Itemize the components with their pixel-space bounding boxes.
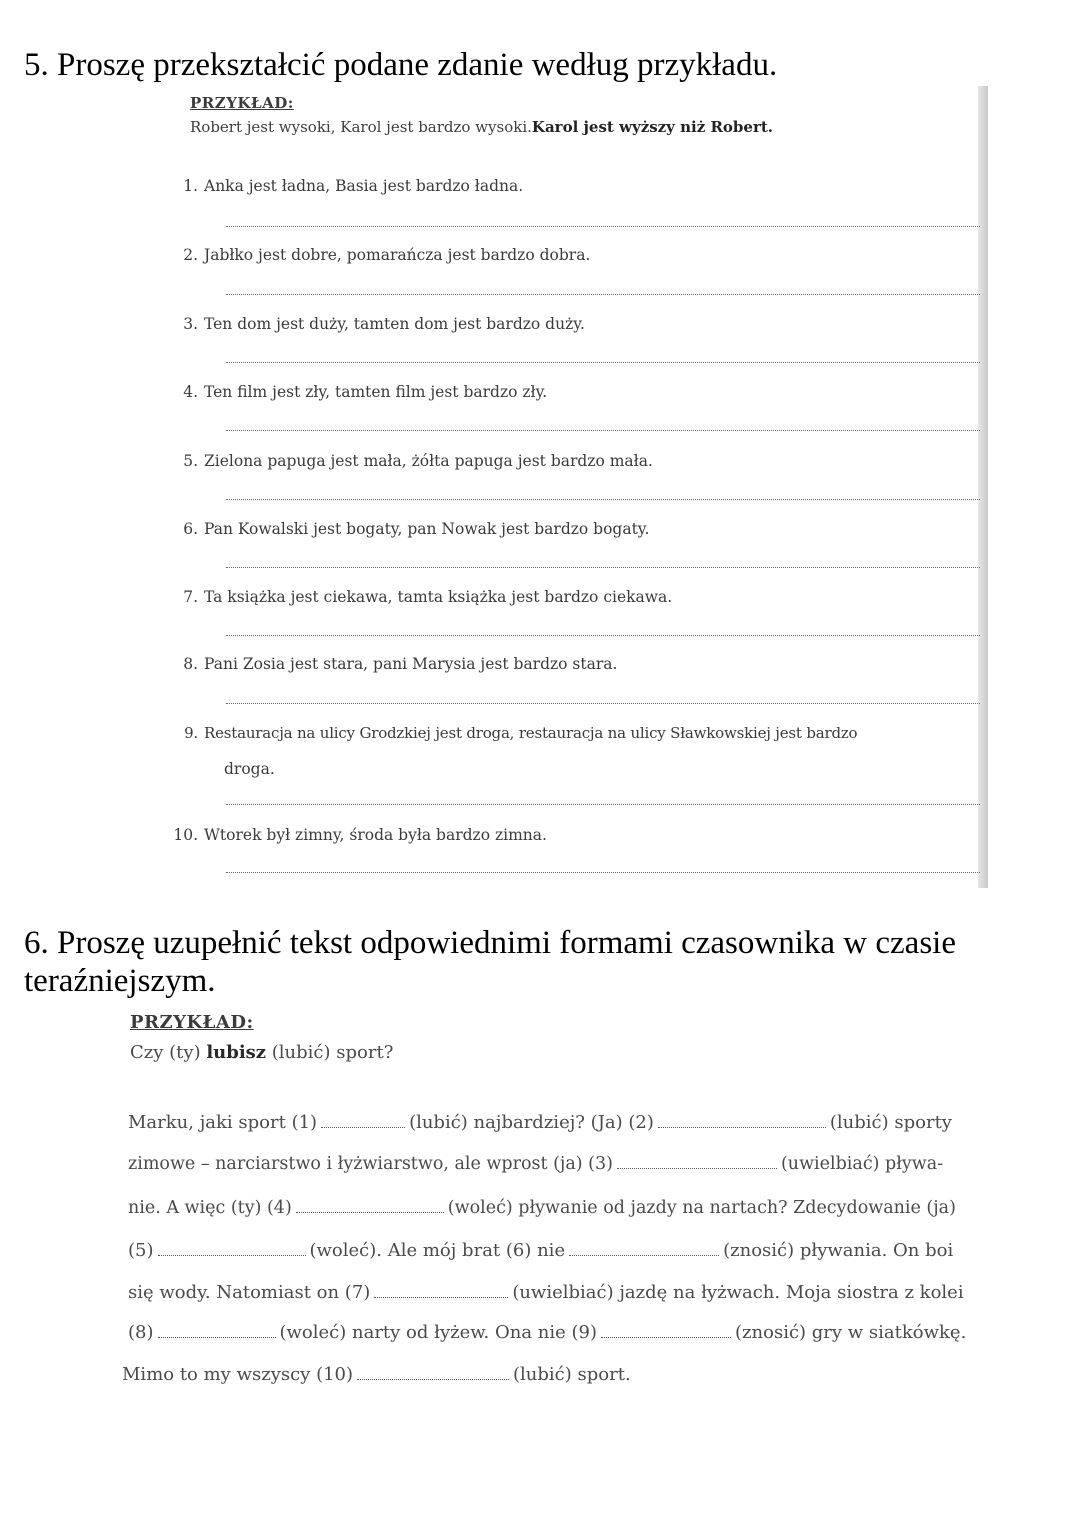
text-line: nie. A więc (ty) (4) (woleć) pływanie od jazdy na nartach? Zdecydowanie (ja) xyxy=(128,1198,956,1218)
exercise-item: 2. Jabłko jest dobre, pomarańcza jest bardzo dobra. xyxy=(183,246,591,264)
text-line: zimowe – narciarstwo i łyżwiarstwo, ale wprost (ja) (3) (uwielbiać) pływa- xyxy=(128,1154,944,1174)
example-post: (lubić) sport? xyxy=(271,1042,394,1063)
exercise-5-scan xyxy=(170,86,988,888)
answer-line[interactable] xyxy=(226,226,980,227)
text-line: się wody. Natomiast on (7) (uwielbiać) jazdę na łyżwach. Moja siostra z kolei xyxy=(128,1282,964,1303)
text-line: (8) (woleć) narty od łyżew. Ona nie (9) (znosić) gry w siatkówkę. xyxy=(128,1322,967,1343)
exercise-5-title: 5. Proszę przekształcić podane zdanie według przykładu. xyxy=(24,47,778,83)
answer-line[interactable] xyxy=(226,499,980,500)
gap-2[interactable] xyxy=(658,1126,826,1128)
gap-4[interactable] xyxy=(296,1211,444,1213)
answer-line[interactable] xyxy=(226,703,980,704)
example-label: PRZYKŁAD: xyxy=(130,1012,254,1033)
gap-5[interactable] xyxy=(158,1254,306,1256)
exercise-item: 10. Wtorek był zimny, środa była bardzo zimna. xyxy=(173,826,547,844)
answer-line[interactable] xyxy=(226,567,980,568)
exercise-item: 7. Ta książka jest ciekawa, tamta książka jest bardzo ciekawa. xyxy=(183,588,673,606)
text-line: Mimo to my wszyscy (10) (lubić) sport. xyxy=(122,1364,631,1385)
answer-line[interactable] xyxy=(226,635,980,636)
example-sentence xyxy=(130,1042,393,1063)
gap-1[interactable] xyxy=(321,1126,405,1128)
gap-3[interactable] xyxy=(617,1167,777,1169)
gap-8[interactable] xyxy=(158,1336,276,1338)
answer-line[interactable] xyxy=(226,294,980,295)
gap-7[interactable] xyxy=(374,1296,508,1298)
example-label: PRZYKŁAD: xyxy=(190,94,294,112)
exercise-item: 9. Restauracja na ulicy Grodzkiej jest droga, restauracja na ulicy Sławkowskiej jest bardzo xyxy=(184,724,858,742)
answer-line[interactable] xyxy=(226,362,980,363)
exercise-6-title: 6. Proszę uzupełnić tekst odpowiednimi formami czasownika w czasie teraźniejszym. xyxy=(24,925,956,999)
answer-line[interactable] xyxy=(226,430,980,431)
answer-line[interactable] xyxy=(226,872,980,873)
exercise-item: 8. Pani Zosia jest stara, pani Marysia jest bardzo stara. xyxy=(183,655,618,673)
gap-9[interactable] xyxy=(601,1336,731,1338)
gap-10[interactable] xyxy=(357,1378,509,1380)
example-sentence xyxy=(190,118,773,136)
answer-line[interactable] xyxy=(226,804,980,805)
exercise-item-continuation: droga. xyxy=(224,760,275,778)
exercise-item: 1. Anka jest ładna, Basia jest bardzo ładna. xyxy=(183,177,524,195)
exercise-item: 6. Pan Kowalski jest bogaty, pan Nowak jest bardzo bogaty. xyxy=(183,520,650,538)
exercise-item: 4. Ten film jest zły, tamten film jest bardzo zły. xyxy=(183,383,548,401)
example-pre: Czy (ty) xyxy=(130,1042,201,1063)
gap-6[interactable] xyxy=(569,1254,719,1256)
exercise-6-scan xyxy=(112,1004,1018,1404)
example-answer: lubisz xyxy=(206,1042,267,1063)
text-line: Marku, jaki sport (1) (lubić) najbardziej? (Ja) (2) (lubić) sporty xyxy=(128,1112,952,1133)
exercise-item: 5. Zielona papuga jest mała, żółta papuga jest bardzo mała. xyxy=(183,452,653,470)
example-text: Robert jest wysoki, Karol jest bardzo wysoki. xyxy=(190,118,532,136)
text-line: (5) (woleć). Ale mój brat (6) nie (znosić) pływania. On boi xyxy=(128,1240,954,1261)
example-answer: Karol jest wyższy niż Robert. xyxy=(531,118,774,136)
page-edge-shadow xyxy=(978,86,988,888)
exercise-item: 3. Ten dom jest duży, tamten dom jest bardzo duży. xyxy=(183,315,585,333)
